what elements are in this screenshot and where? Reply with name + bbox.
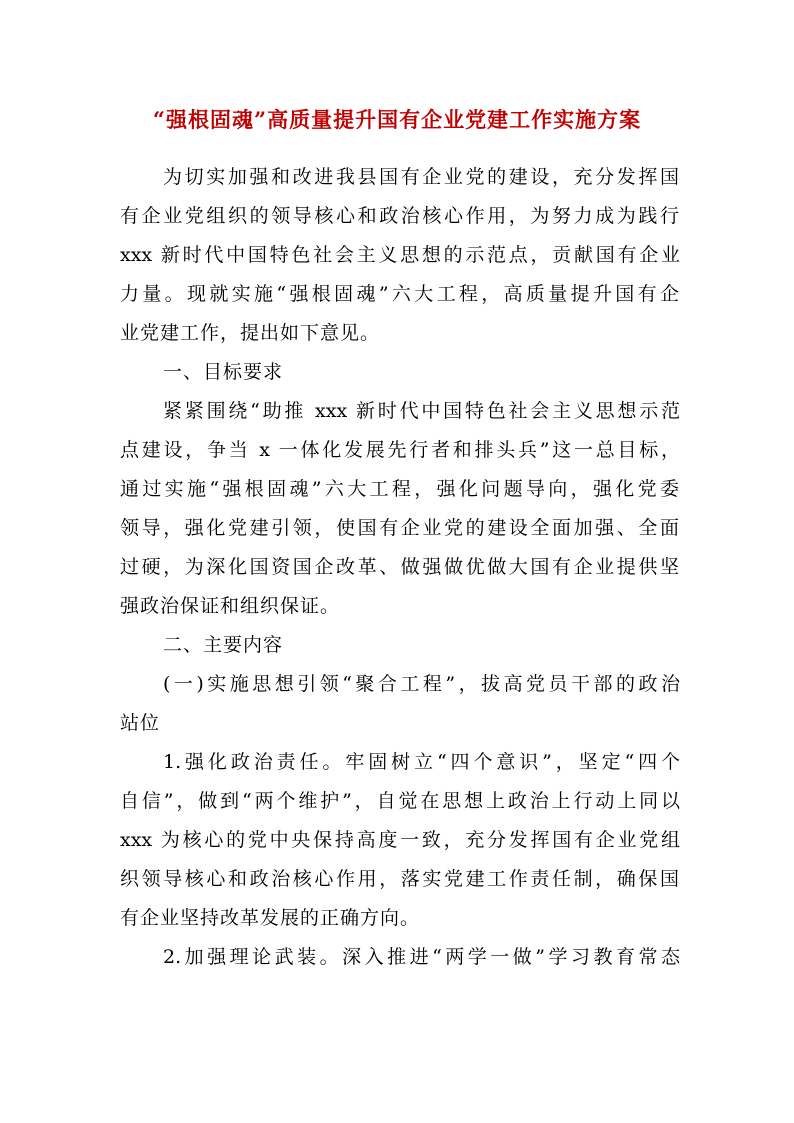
paragraph-line: 通过实施“强根固魂”六大工程，强化问题导向，强化党委 [120,478,680,500]
paragraph-line: 强政治保证和组织保证。 [120,595,341,617]
subsection-heading: 站位 [120,712,161,734]
document-body [120,158,680,977]
paragraph-line: 2.加强理论武装。深入推进“两学一做”学习教育常态 [163,946,680,968]
paragraph-line: 点建设，争当 x 一体化发展先行者和排头兵”这一总目标， [120,439,680,461]
paragraph-line: 织领导核心和政治核心作用，落实党建工作责任制，确保国 [120,868,680,890]
section-heading: 一、目标要求 [163,361,284,383]
paragraph-line: xxx 新时代中国特色社会主义思想的示范点，贡献国有企业 [120,244,680,266]
paragraph-line: 业党建工作，提出如下意见。 [120,322,381,344]
paragraph-line: 领导，强化党建引领，使国有企业党的建设全面加强、全面 [120,517,680,539]
paragraph-line: 1.强化政治责任。牢固树立“四个意识”，坚定“四个 [163,751,680,773]
paragraph-line: 有企业党组织的领导核心和政治核心作用，为努力成为践行 [120,205,680,227]
paragraph-line: 力量。现就实施“强根固魂”六大工程，高质量提升国有企 [120,283,680,305]
document-title: “强根固魂”高质量提升国有企业党建工作实施方案 [152,107,642,132]
paragraph-line: 紧紧围绕“助推 xxx 新时代中国特色社会主义思想示范 [163,400,680,422]
paragraph-line: 过硬，为深化国资国企改革、做强做优做大国有企业提供坚 [120,556,680,578]
paragraph-line: 有企业坚持改革发展的正确方向。 [120,907,421,929]
paragraph-line: 为切实加强和改进我县国有企业党的建设，充分发挥国 [163,166,680,188]
paragraph-line: 自信”，做到“两个维护”，自觉在思想上政治上行动上同以 [120,790,680,812]
subsection-heading: (一)实施思想引领“聚合工程”，拔高党员干部的政治 [163,673,680,695]
section-heading: 二、主要内容 [163,634,284,656]
paragraph-line: xxx 为核心的党中央保持高度一致，充分发挥国有企业党组 [120,829,680,851]
